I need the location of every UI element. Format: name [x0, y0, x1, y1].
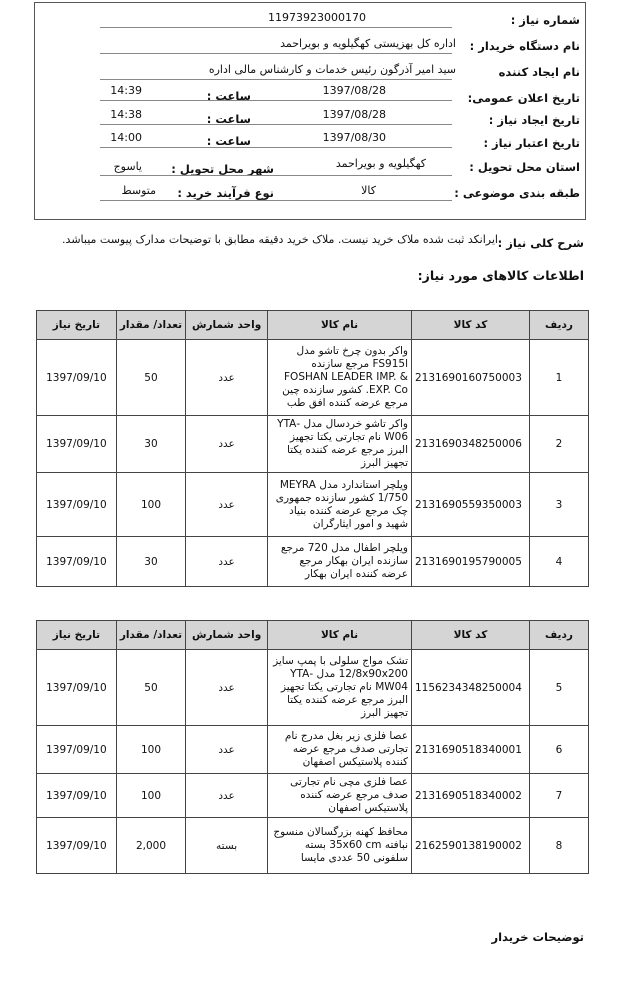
item-code: 2131690518340001	[412, 726, 530, 774]
province-label: استان محل تحویل :	[469, 160, 580, 174]
table-header-row	[37, 311, 589, 340]
item-name: ویلچر اطفال مدل 720 مرجع سازنده ایران بهکار مرجع عرضه کننده ایران بهکار	[268, 537, 412, 587]
underline	[100, 53, 452, 54]
col-name: نام کالا	[268, 311, 412, 340]
item-code: 1156234348250004	[412, 650, 530, 726]
row-number: 4	[529, 537, 588, 587]
creator: سید امیر آذرگون رئیس خدمات و کارشناس مالی اداره	[208, 63, 456, 76]
item-date: 1397/09/10	[37, 473, 117, 537]
items-table-1	[36, 310, 589, 587]
item-unit: عدد	[186, 537, 268, 587]
buyer-notes-label: توضیحات خریدار	[491, 930, 584, 944]
col-name: نام کالا	[268, 621, 412, 650]
row-number: 3	[529, 473, 588, 537]
item-date: 1397/09/10	[37, 537, 117, 587]
item-unit: عدد	[186, 473, 268, 537]
item-date: 1397/09/10	[37, 774, 117, 818]
row-number: 2	[529, 416, 588, 473]
valid-date: 1397/08/30	[322, 131, 386, 144]
process-label: نوع فرآیند خرید :	[177, 186, 274, 200]
underline	[100, 147, 452, 148]
item-code: 2131690348250006	[412, 416, 530, 473]
item-name: تشک مواج سلولی با پمپ سایز 12/8x90x200 مدل -YTA MW04 نام تجارتی یکتا تجهیز البرز مرجع عرضه کننده یکتا تجهیز البرز	[268, 650, 412, 726]
item-name: واکر تاشو خردسال مدل -YTA W06 نام تجارتی یکتا تجهیز البرز مرجع عرضه کننده یکتا تجهیز البرز	[268, 416, 412, 473]
announce-date: 1397/08/28	[322, 84, 386, 97]
col-row: ردیف	[529, 311, 588, 340]
item-qty: 50	[116, 340, 185, 416]
col-date: تاریخ نیاز	[37, 311, 117, 340]
item-name: عصا فلزی مچی نام تجارتی صدف مرجع عرضه کننده پلاستیکس اصفهان	[268, 774, 412, 818]
valid-time-label: ساعت :	[206, 134, 251, 148]
created-label: تاریخ ایجاد نیاز :	[488, 113, 580, 127]
province: کهگیلویه و بویراحمد	[335, 157, 426, 170]
item-qty: 30	[116, 416, 185, 473]
row-number: 8	[529, 818, 588, 874]
created-date: 1397/08/28	[322, 108, 386, 121]
col-date: تاریخ نیاز	[37, 621, 117, 650]
underline	[100, 175, 452, 176]
creator-label: نام ایجاد کننده	[498, 65, 580, 79]
item-name: ویلچر استاندارد مدل MEYRA 1/750 کشور سازنده جمهوری چک مرجع عرضه کننده بنیاد شهید و امور ایثارگران	[268, 473, 412, 537]
col-code: کد کالا	[412, 621, 530, 650]
announce-time-label: ساعت :	[206, 89, 251, 103]
item-unit: عدد	[186, 340, 268, 416]
row-number: 7	[529, 774, 588, 818]
process: متوسط	[121, 184, 156, 197]
item-code: 2131690559350003	[412, 473, 530, 537]
item-name: واکر بدون چرخ تاشو مدل FS915l مرجع سازنده FOSHAN LEADER IMP. & EXP. Co. کشور سازنده چین مرجع عرضه کننده افق طب	[268, 340, 412, 416]
summary-text: ایرانکد ثبت شده ملاک خرید نیست. ملاک خرید دقیقه مطابق با توضیحات مدارک پیوست میباشد.	[62, 233, 498, 246]
table-header-row	[37, 621, 589, 650]
item-qty: 100	[116, 473, 185, 537]
underline	[100, 200, 452, 201]
col-qty: تعداد/ مقدار	[116, 311, 185, 340]
item-qty: 2,000	[116, 818, 185, 874]
item-unit: عدد	[186, 726, 268, 774]
valid-label: تاریخ اعتبار نیاز :	[483, 136, 580, 150]
col-row: ردیف	[529, 621, 588, 650]
announce-time: 14:39	[110, 84, 142, 97]
item-name: محافظ کهنه بزرگسالان منسوج نبافته 35x60 cm بسته سلفونی 50 عددی مایسا	[268, 818, 412, 874]
col-qty: تعداد/ مقدار	[116, 621, 185, 650]
table-row	[37, 818, 589, 874]
item-code: 2131690195790005	[412, 537, 530, 587]
table-row	[37, 537, 589, 587]
underline	[100, 27, 452, 28]
item-date: 1397/09/10	[37, 650, 117, 726]
item-unit: بسته	[186, 818, 268, 874]
city-label: شهر محل تحویل :	[171, 162, 274, 176]
col-unit: واحد شمارش	[186, 621, 268, 650]
col-code: کد کالا	[412, 311, 530, 340]
item-name: عصا فلزی زیر بغل مدرج نام تجارتی صدف مرجع عرضه کننده پلاستیکس اصفهان	[268, 726, 412, 774]
underline	[100, 124, 452, 125]
item-code: 2131690160750003	[412, 340, 530, 416]
item-qty: 50	[116, 650, 185, 726]
category: کالا	[361, 184, 376, 197]
row-number: 1	[529, 340, 588, 416]
item-date: 1397/09/10	[37, 416, 117, 473]
underline	[100, 79, 452, 80]
category-label: طبقه بندی موضوعی :	[454, 186, 580, 200]
table-row	[37, 650, 589, 726]
summary-label: شرح کلی نیاز :	[497, 236, 584, 250]
row-number: 6	[529, 726, 588, 774]
item-qty: 100	[116, 726, 185, 774]
item-date: 1397/09/10	[37, 726, 117, 774]
buyer-org: اداره کل بهزیستی کهگیلویه و بویراحمد	[280, 37, 456, 50]
items-table-2	[36, 620, 589, 874]
table-row	[37, 726, 589, 774]
announce-label: تاریخ اعلان عمومی:	[467, 91, 580, 105]
item-code: 2162590138190002	[412, 818, 530, 874]
row-number: 5	[529, 650, 588, 726]
item-unit: عدد	[186, 650, 268, 726]
table-row	[37, 340, 589, 416]
city: یاسوج	[113, 160, 142, 173]
created-time-label: ساعت :	[206, 112, 251, 126]
item-qty: 30	[116, 537, 185, 587]
table-row	[37, 416, 589, 473]
table-row	[37, 774, 589, 818]
need-number: 11973923000170	[268, 11, 366, 24]
item-unit: عدد	[186, 416, 268, 473]
table-row	[37, 473, 589, 537]
underline	[100, 100, 452, 101]
need-number-label: شماره نیاز :	[510, 13, 580, 27]
item-date: 1397/09/10	[37, 818, 117, 874]
item-unit: عدد	[186, 774, 268, 818]
created-time: 14:38	[110, 108, 142, 121]
col-unit: واحد شمارش	[186, 311, 268, 340]
valid-time: 14:00	[110, 131, 142, 144]
buyer-org-label: نام دستگاه خریدار :	[469, 39, 580, 53]
item-qty: 100	[116, 774, 185, 818]
section-title: اطلاعات کالاهای مورد نیاز:	[417, 268, 584, 283]
item-code: 2131690518340002	[412, 774, 530, 818]
item-date: 1397/09/10	[37, 340, 117, 416]
